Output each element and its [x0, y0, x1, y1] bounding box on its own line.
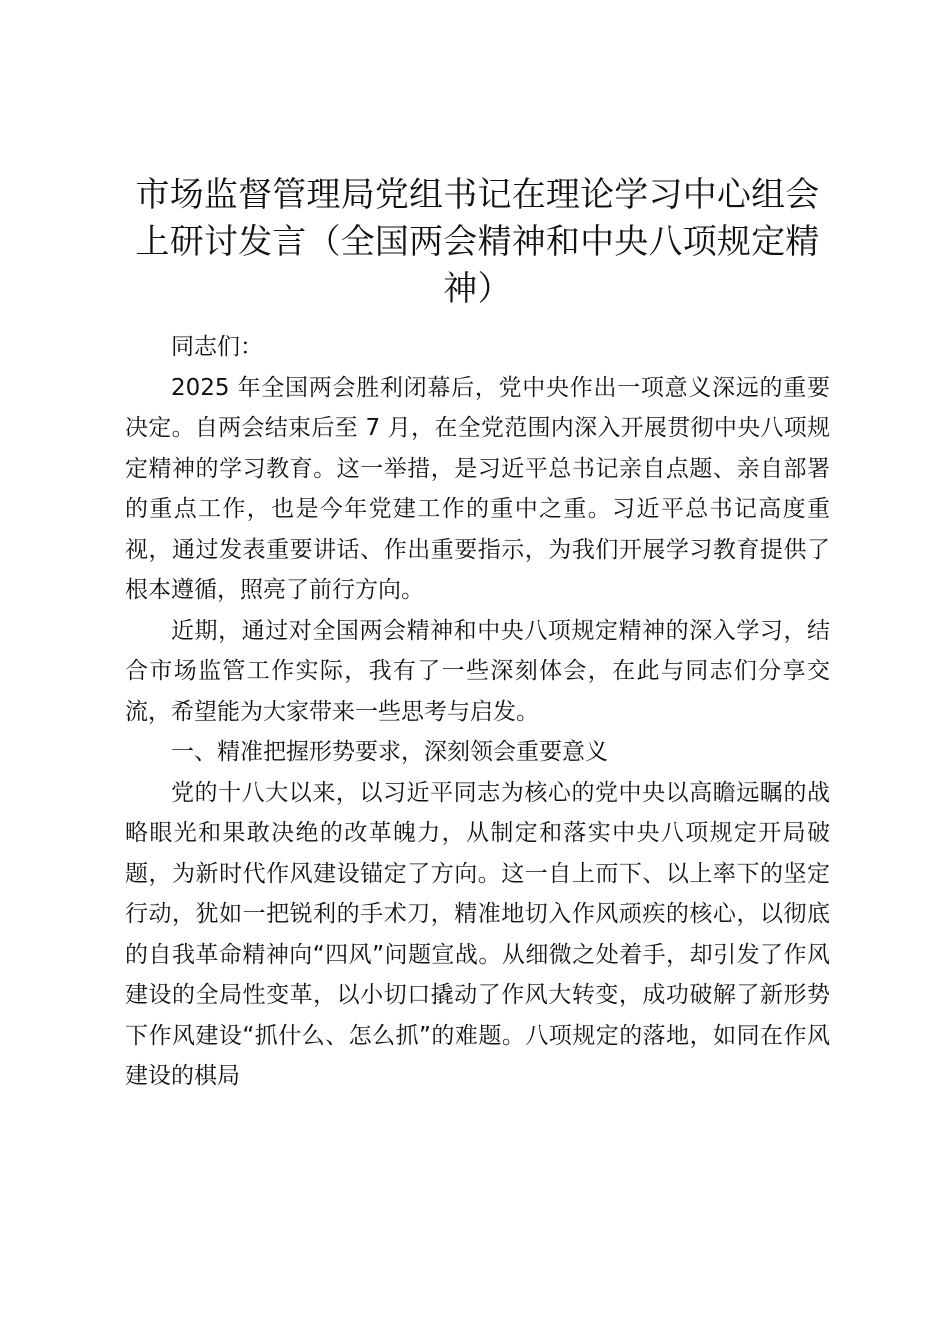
section-heading: 一、精准把握形势要求，深刻领会重要意义	[171, 739, 608, 765]
document-body	[125, 327, 830, 1097]
salutation: 同志们：	[171, 334, 263, 360]
paragraph-intro: 2025 年全国两会胜利闭幕后，党中央作出一项意义深远的重要决定。自两会结束后至 7 月，在全党范围内深入开展贯彻中央八项规定精神的学习教育。这一举措，是习近平总书记亲自点题、亲自部署的重点工作，也是今年党建工作的重中之重。习近平总书记高度重视，通过发表重要讲话、作出重要指示，为我们开展学习教育提供了根本遵循，照亮了前行方向。	[125, 374, 830, 603]
section-paragraph: 党的十八大以来，以习近平同志为核心的党中央以高瞻远瞩的战略眼光和果敢决绝的改革魄力，从制定和落实中央八项规定开局破题，为新时代作风建设锚定了方向。这一自上而下、以上率下的坚定行动，犹如一把锐利的手术刀，精准地切入作风顽疾的核心，以彻底的自我革命精神向“四风”问题宣战。从细微之处着手，却引发了作风建设的全局性变革，以小切口撬动了作风大转变，成功破解了新形势下作风建设“抓什么、怎么抓”的难题。八项规定的落地，如同在作风建设的棋局	[125, 779, 830, 1089]
document-title: 市场监督管理局党组书记在理论学习中心组会上研讨发言（全国两会精神和中央八项规定精神）	[135, 175, 820, 309]
paragraph-experience: 近期，通过对全国两会精神和中央八项规定精神的深入学习，结合市场监管工作实际，我有了一些深刻体会，在此与同志们分享交流，希望能为大家带来一些思考与启发。	[125, 617, 830, 725]
document-page	[125, 172, 830, 1097]
